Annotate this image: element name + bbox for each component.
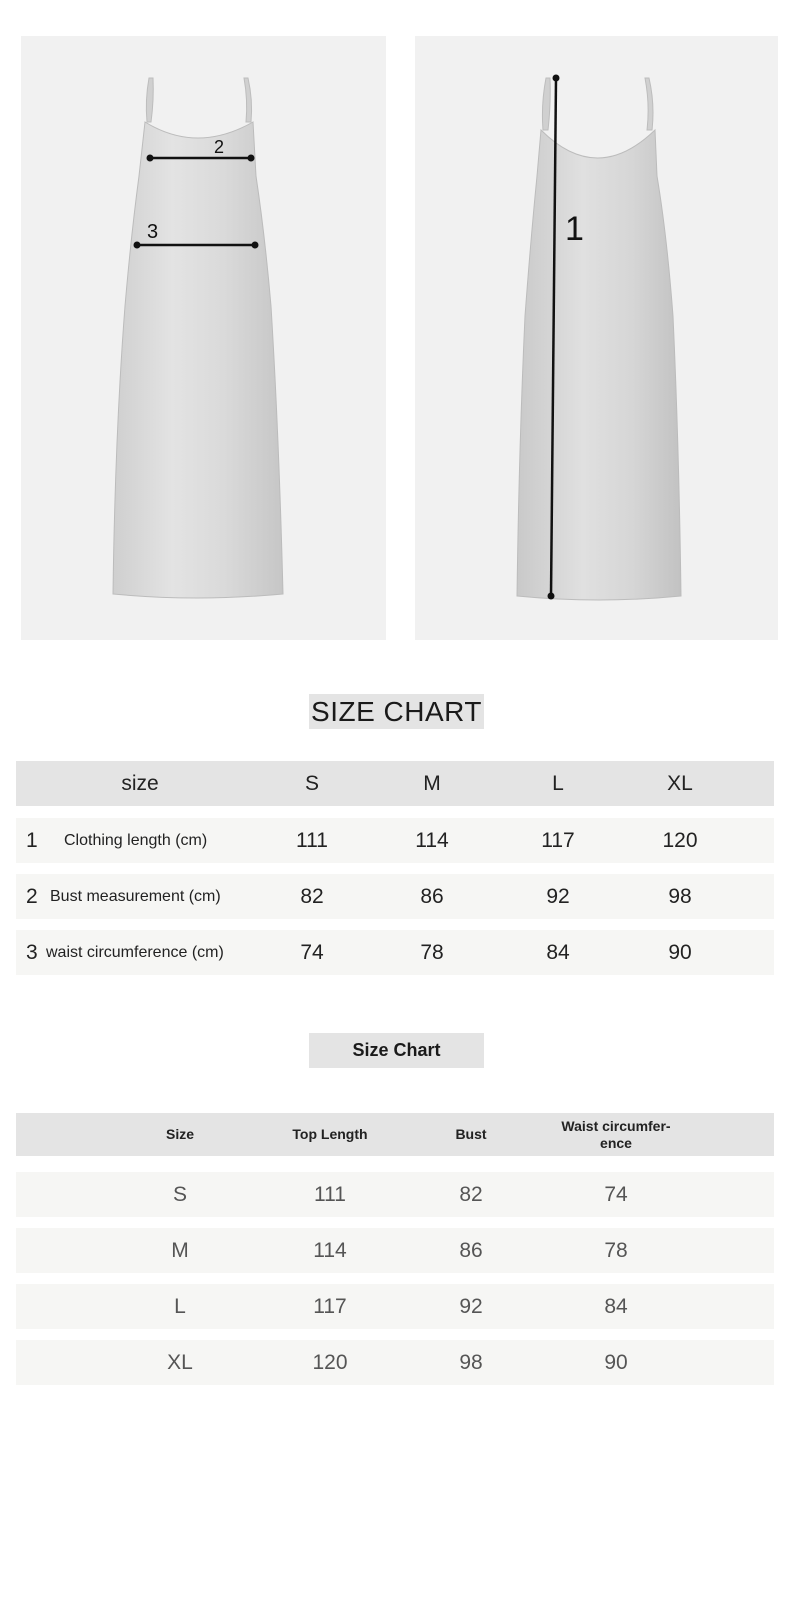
cell-top-length: 111 [314,1182,346,1206]
value-m: 114 [415,828,449,852]
cell-bust: 82 [459,1182,483,1206]
cell-size: M [171,1238,189,1262]
dress-body [113,122,283,598]
cell-top-length: 114 [313,1238,347,1262]
length-marker-label: 1 [565,210,584,248]
bust-point-right [248,155,255,162]
value-m: 78 [420,940,444,964]
length-point-top [553,75,560,82]
cell-waist: 84 [604,1294,628,1318]
value-m: 86 [420,884,444,908]
cell-bust: 92 [459,1294,483,1318]
value-xl: 90 [668,940,692,964]
left-strap [542,78,550,130]
table1-header-xl: XL [667,771,693,795]
cell-bust: 86 [459,1238,483,1262]
front-view-panel [21,36,386,640]
table2-header-size: Size [165,1126,195,1142]
value-l: 117 [541,828,575,852]
table-row [16,874,774,919]
table1-header-size: size [121,771,159,795]
value-s: 111 [296,828,328,852]
waist-point-right [252,242,259,249]
right-strap [645,78,653,130]
table-row [16,930,774,975]
value-s: 82 [300,884,324,908]
row-label: waist circumference (cm) [46,943,224,961]
table1-header-s: S [304,771,320,795]
front-dress-illustration [21,36,386,640]
cell-waist: 74 [604,1182,628,1206]
value-s: 74 [300,940,324,964]
left-strap [146,78,153,122]
right-strap [244,78,252,122]
waist-marker-label: 3 [147,221,159,243]
table1-header-m: M [423,771,441,795]
row-number: 3 [26,940,38,964]
table2-header-top-length: Top Length [292,1126,368,1142]
size-chart-title: SIZE CHART [309,694,484,729]
table2-header-bust: Bust [455,1126,487,1142]
bust-point-left [147,155,154,162]
value-xl: 120 [662,828,698,852]
cell-size: L [174,1294,186,1318]
cell-top-length: 120 [312,1350,348,1374]
table1-header-l: L [552,771,564,795]
row-number: 2 [26,884,38,908]
length-point-bottom [548,593,555,600]
row-label: Bust measurement (cm) [50,887,221,905]
row-label: Clothing length (cm) [64,831,208,849]
back-dress-illustration [415,36,778,640]
dress-body [517,130,681,600]
cell-waist: 78 [604,1238,628,1262]
table-row [16,1340,774,1385]
cell-waist: 90 [604,1350,628,1374]
value-xl: 98 [668,884,692,908]
cell-bust: 98 [459,1350,483,1374]
table2-header-waist: Waist circumfer- ence [561,1117,671,1151]
waist-point-left [134,242,141,249]
cell-size: XL [167,1350,193,1374]
cell-size: S [172,1182,188,1206]
cell-top-length: 117 [313,1294,347,1318]
table-row [16,818,774,863]
value-l: 92 [546,884,570,908]
value-l: 84 [546,940,570,964]
table-row [16,1284,774,1329]
bust-marker-label: 2 [214,137,225,157]
size-chart-title-secondary: Size Chart [309,1033,484,1068]
back-view-panel [415,36,778,640]
table1-header-row [16,761,774,806]
row-number: 1 [26,828,38,852]
table-row [16,1228,774,1273]
table-row [16,1172,774,1217]
table2-header-row [16,1113,774,1156]
